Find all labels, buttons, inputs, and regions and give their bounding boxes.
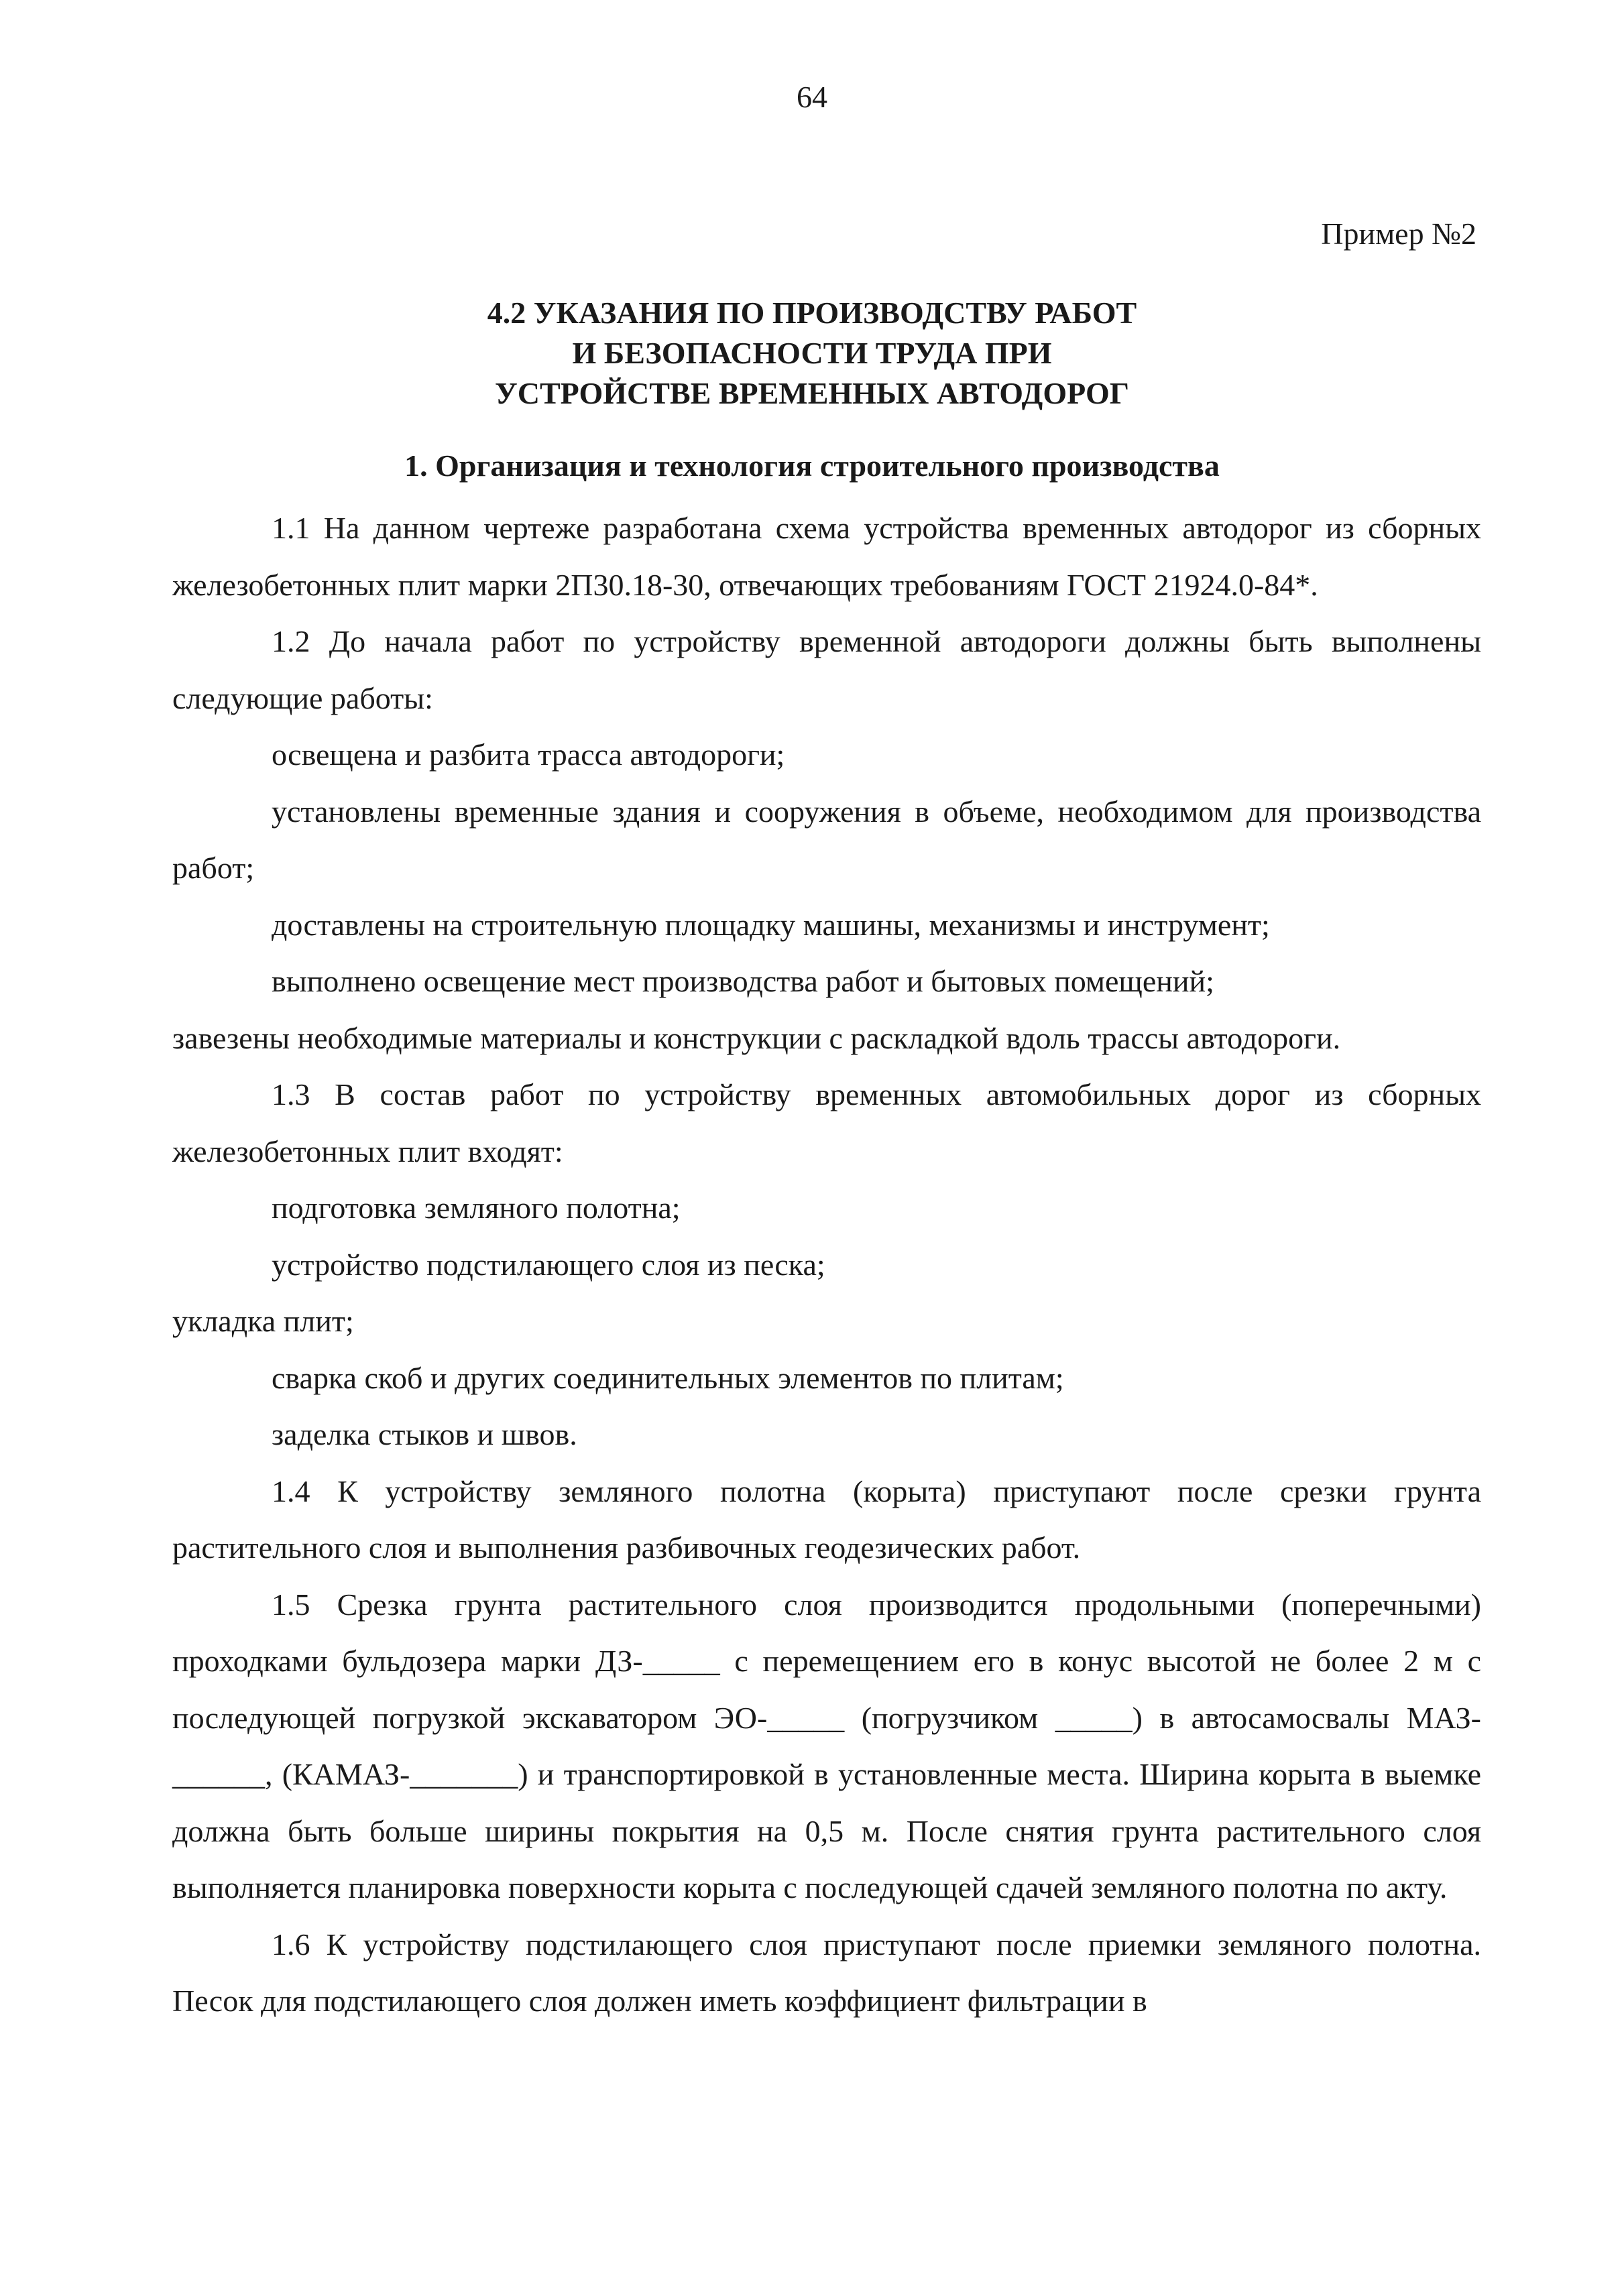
paragraph-1-1: 1.1 На данном чертеже разработана схема устройства временных автодорог из сборных железобетонных плит марки 2П30.18-30, отвечающих требованиям ГОСТ 21924.0-84*. (172, 511, 1481, 602)
list-item: сварка скоб и других соединительных элементов по плитам; (272, 1360, 1064, 1395)
list-item: подготовка земляного полотна; (272, 1191, 681, 1225)
list-item: заделка стыков и швов. (272, 1417, 577, 1451)
list-item: укладка плит; (172, 1304, 354, 1338)
paragraph-1-3: 1.3 В состав работ по устройству временных автомобильных дорог из сборных железобетонных плит входят: (172, 1077, 1481, 1168)
section-heading: 1. Организация и технология строительного производства (404, 448, 1220, 483)
paragraph-1-6: 1.6 К устройству подстилающего слоя приступают после приемки земляного полотна. Песок для подстилающего слоя должен иметь коэффициент фильтрации в (172, 1927, 1481, 2018)
document-title (0, 293, 1624, 414)
page-number: 64 (797, 80, 827, 114)
title-line: УСТРОЙСТВЕ ВРЕМЕННЫХ АВТОДОРОГ (495, 376, 1129, 410)
list-item: доставлены на строительную площадку машины, механизмы и инструмент; (272, 907, 1270, 942)
list-item: установлены временные здания и сооружения в объеме, необходимом для производства работ; (172, 794, 1481, 885)
paragraph-1-5: 1.5 Срезка грунта растительного слоя производится продольными (поперечными) проходками бульдозера марки ДЗ-_____ с перемещением его в конус высотой не более 2 м с последующей погрузкой экскаватором ЭО-_____ (погрузчиком _____) в автосамосвалы МАЗ-______, (КАМАЗ-_______) и транспортировкой в установленные места. Ширина корыта в выемке должна быть больше ширины покрытия на 0,5 м. После снятия грунта растительного слоя выполняется планировка поверхности корыта с последующей сдачей земляного полотна по акту. (172, 1587, 1481, 1905)
list-item: устройство подстилающего слоя из песка; (272, 1247, 825, 1282)
title-line: И БЕЗОПАСНОСТИ ТРУДА ПРИ (572, 336, 1052, 370)
title-line: 4.2 УКАЗАНИЯ ПО ПРОИЗВОДСТВУ РАБОТ (487, 296, 1137, 330)
list-item: завезены необходимые материалы и конструкции с раскладкой вдоль трассы автодороги. (172, 1020, 1341, 1055)
paragraph-1-4: 1.4 К устройству земляного полотна (корыта) приступают после срезки грунта растительного слоя и выполнения разбивочных геодезических работ. (172, 1473, 1481, 1565)
example-label: Пример №2 (1321, 217, 1476, 251)
list-item: выполнено освещение мест производства работ и бытовых помещений; (272, 964, 1214, 998)
paragraph-1-2: 1.2 До начала работ по устройству временной автодороги должны быть выполнены следующие работы: (172, 624, 1481, 715)
document-body (172, 500, 1481, 2030)
list-item: освещена и разбита трасса автодороги; (272, 737, 785, 772)
